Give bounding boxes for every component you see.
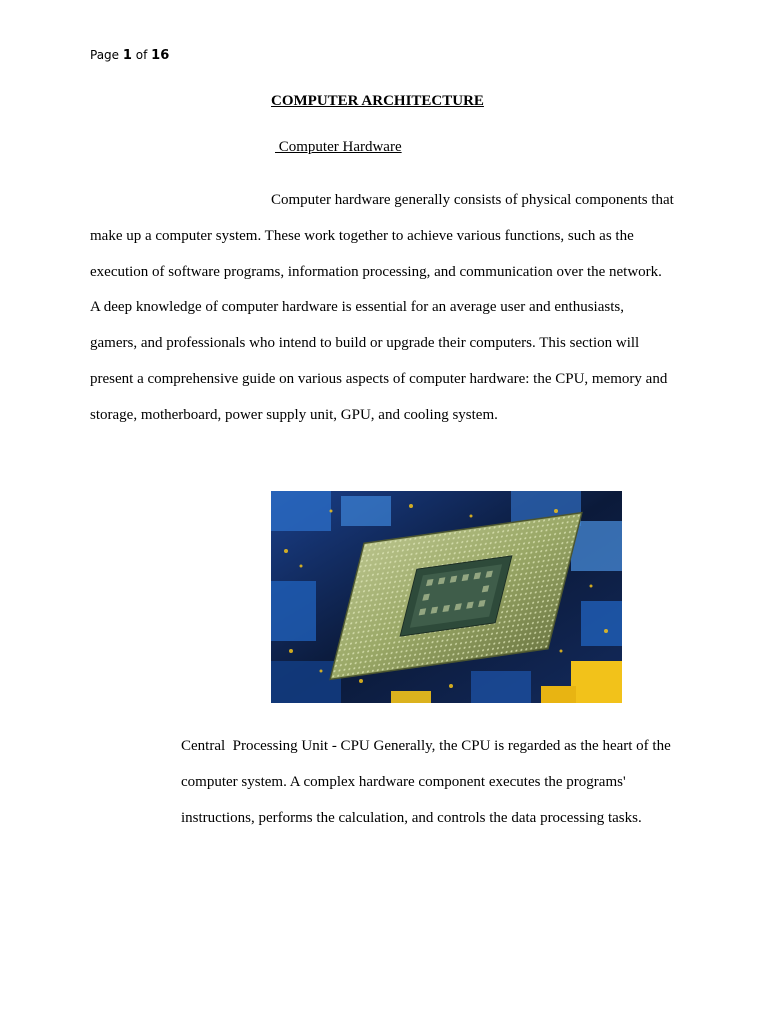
of-label: of (135, 48, 148, 62)
paragraph-line: storage, motherboard, power supply unit, GPU, and cooling system. (90, 406, 498, 423)
paragraph-line: A deep knowledge of computer hardware is essential for an average user and enthusiasts, (90, 299, 624, 316)
intro-paragraph (90, 183, 680, 434)
cpu-photo (271, 491, 622, 703)
cpu-paragraph (181, 729, 701, 836)
paragraph-line: Computer hardware generally consists of physical components that (271, 192, 674, 208)
document-title: COMPUTER ARCHITECTURE (271, 93, 484, 109)
paragraph-line: gamers, and professionals who intend to build or upgrade their computers. This section will (90, 335, 640, 352)
page-label: Page (90, 48, 120, 62)
cpu-chip-icon (271, 491, 622, 703)
section-heading: Computer Hardware (275, 139, 402, 155)
page-number-header (90, 47, 169, 64)
total-pages-number: 16 (151, 48, 170, 63)
paragraph-line: computer system. A complex hardware component executes the programs' (181, 773, 626, 790)
current-page-number: 1 (122, 48, 132, 63)
paragraph-line: present a comprehensive guide on various aspects of computer hardware: the CPU, memory and (90, 370, 668, 387)
paragraph-line: execution of software programs, information processing, and communication over the network. (90, 263, 662, 280)
paragraph-line: make up a computer system. These work together to achieve various functions, such as the (90, 227, 634, 244)
paragraph-line: Central Processing Unit - CPU Generally, the CPU is regarded as the heart of the (181, 738, 671, 754)
paragraph-line: instructions, performs the calculation, and controls the data processing tasks. (181, 809, 642, 826)
